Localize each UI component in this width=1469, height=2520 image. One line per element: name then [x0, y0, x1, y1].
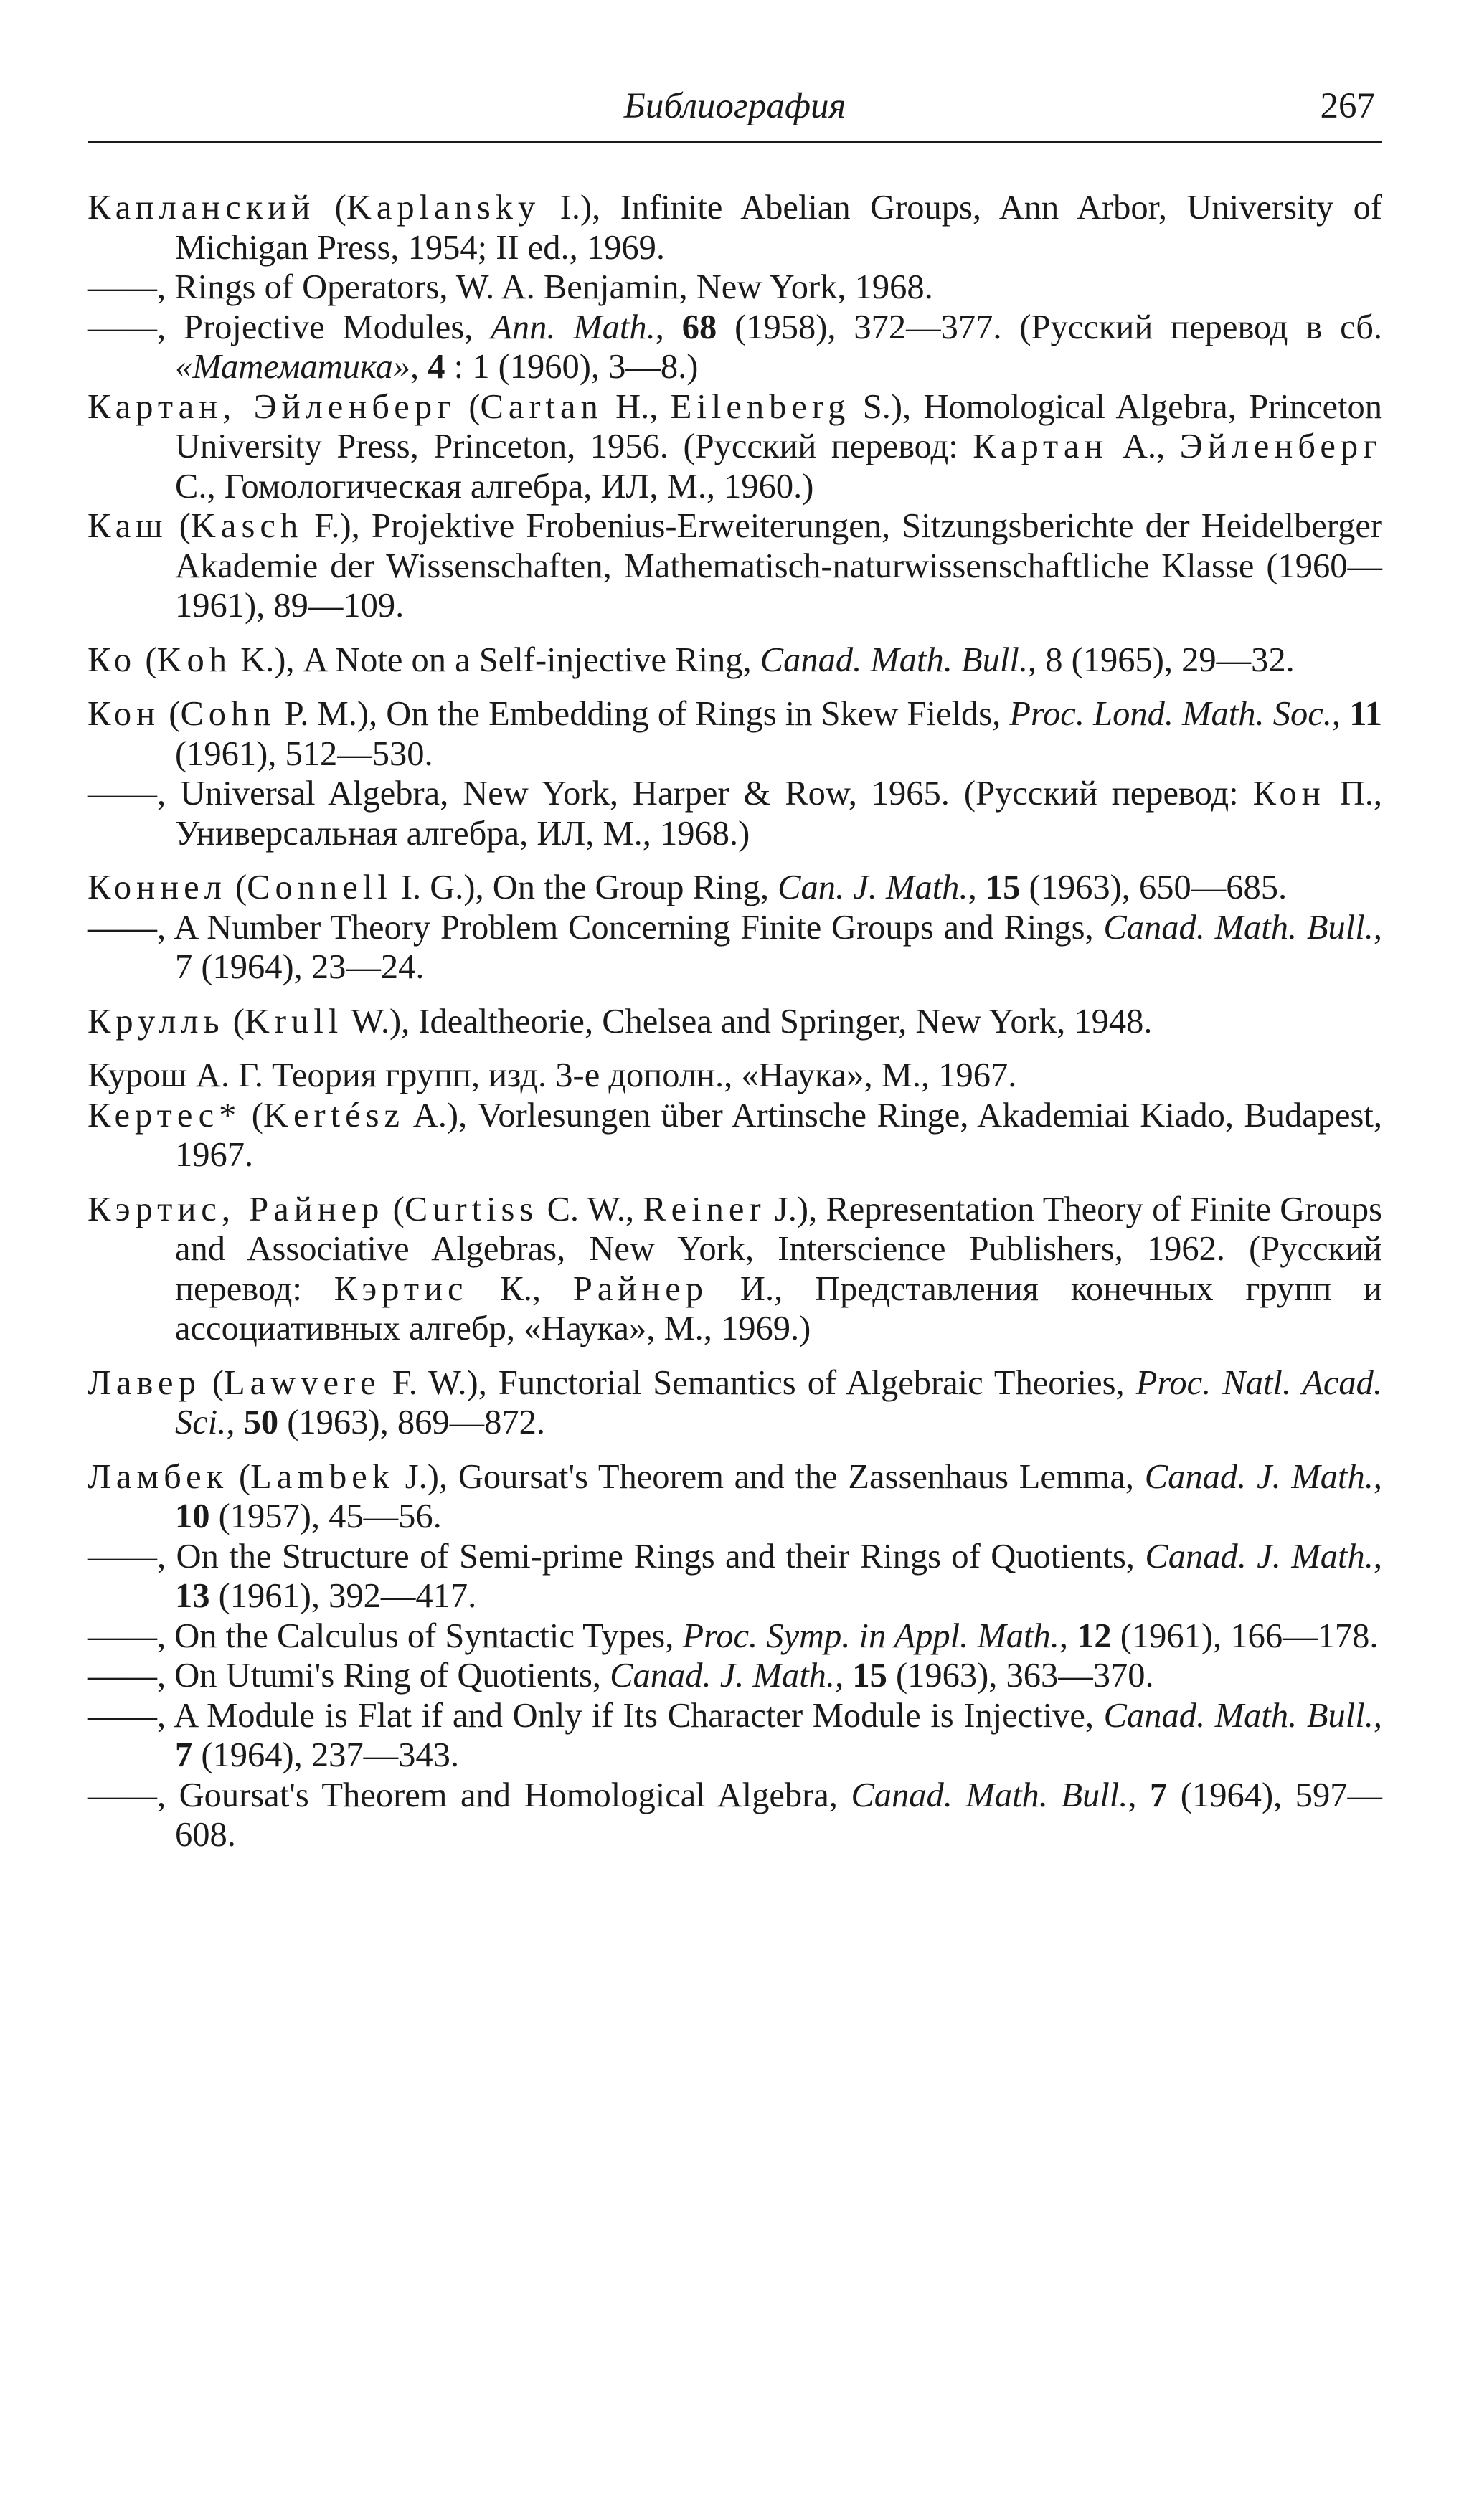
bibliography-entry: ——, On Utumi's Ring of Quotients, Canad. J. Math., 15 (1963), 363—370.	[88, 1657, 1154, 1695]
author-latin: Kaplansky	[346, 189, 541, 227]
journal-name: Can. J. Math.	[778, 868, 968, 906]
author-ru: Крулль	[88, 1002, 225, 1041]
author-ru: Капланский	[88, 189, 316, 227]
author-ru: Картан	[973, 427, 1108, 465]
bibliography-entry: Каш (Kasch F.), Projektive Frobenius-Erweiterungen, Sitzungsberichte der Heidelberger Akademie der Wissenschaften, Mathematisch-naturwissenschaftliche Klasse (1960—1961), 89—109.	[88, 507, 1382, 625]
bibliography-entry: ——, On the Calculus of Syntactic Types, Proc. Symp. in Appl. Math., 12 (1961), 166—178.	[88, 1616, 1379, 1655]
author-latin: Kertész	[263, 1096, 405, 1135]
author-ru: Эйленберг	[1179, 427, 1382, 465]
volume: 50	[243, 1403, 279, 1441]
bibliography-list	[88, 188, 1382, 1855]
header-rule	[88, 141, 1382, 143]
journal-name: «Математика»	[175, 348, 411, 386]
author-latin: Cohn	[180, 695, 276, 733]
volume: 11	[1349, 695, 1383, 733]
bibliography-entry: Кертес* (Kertész A.), Vorlesungen über Artinsche Ringe, Akademiai Kiado, Budapest, 1967.	[88, 1096, 1382, 1174]
bibliography-entry: ——, On the Structure of Semi-prime Rings and their Rings of Quotients, Canad. J. Math., 13 (1961), 392—417.	[88, 1537, 1382, 1615]
volume: 68	[681, 308, 717, 346]
author-latin: Lambek	[250, 1457, 395, 1496]
page-number: 267	[1320, 86, 1375, 126]
author-ru: Кэртис	[334, 1269, 468, 1308]
author-ru: Кон	[88, 695, 161, 733]
bibliography-entry: ——, Rings of Operators, W. A. Benjamin, New York, 1968.	[88, 268, 933, 306]
author-ru: Каш	[88, 507, 168, 545]
running-title: Библиография	[623, 86, 846, 126]
bibliography-entry: Кэртис, Райнер (Curtiss C. W., Reiner J.), Representation Theory of Finite Groups and Associative Algebras, New York, Interscience Publishers, 1962. (Русский перевод: Кэртис К., Райнер И., Представления конечных групп и ассоциативных алгебр, «Наука», М., 1969.)	[88, 1190, 1382, 1347]
journal-name: Proc. Symp. in Appl. Math.	[682, 1616, 1059, 1655]
bibliography-entry: ——, Projective Modules, Ann. Math., 68 (1958), 372—377. (Русский перевод в сб. «Математика», 4 : 1 (1960), 3—8.)	[88, 308, 1382, 386]
bibliography-entry: Кон (Cohn P. M.), On the Embedding of Rings in Skew Fields, Proc. Lond. Math. Soc., 11 (1961), 512—530.	[88, 695, 1383, 773]
volume: 13	[175, 1577, 210, 1615]
journal-name: Canad. J. Math.	[1144, 1457, 1374, 1496]
author-ru: Лавер	[88, 1363, 201, 1402]
bibliography-entry: Капланский (Kaplansky I.), Infinite Abelian Groups, Ann Arbor, University of Michigan Press, 1954; II ed., 1969.	[88, 189, 1383, 267]
bibliography-entry: ——, A Number Theory Problem Concerning Finite Groups and Rings, Canad. Math. Bull., 7 (1964), 23—24.	[88, 908, 1382, 986]
author-ru: Кэртис, Райнер	[88, 1190, 384, 1228]
bibliography-entry: Ламбек (Lambek J.), Goursat's Theorem and the Zassenhaus Lemma, Canad. J. Math., 10 (1957), 45—56.	[88, 1457, 1382, 1535]
author-ru: Кертес*	[88, 1096, 242, 1135]
author-latin: Cartan	[480, 387, 603, 426]
bibliography-entry: Картан, Эйленберг (Cartan H., Eilenberg S.), Homological Algebra, Princeton University Press, Princeton, 1956. (Русский перевод: Картан А., Эйленберг С., Гомологическая алгебра, ИЛ, М., 1960.)	[88, 387, 1382, 506]
author-latin: Eilenberg	[670, 387, 851, 426]
volume: 4	[428, 348, 445, 386]
author-latin: Kasch	[190, 507, 303, 545]
volume: 12	[1077, 1616, 1112, 1655]
journal-name: Canad. J. Math.	[1145, 1537, 1374, 1576]
volume: 15	[985, 868, 1021, 906]
journal-name: Canad. Math. Bull.	[1103, 908, 1374, 947]
bibliography-entry: ——, Universal Algebra, New York, Harper & Row, 1965. (Русский перевод: Кон П., Универсальная алгебра, ИЛ, М., 1968.)	[88, 775, 1382, 853]
author-latin: Krull	[244, 1002, 344, 1041]
author-ru: Райнер	[572, 1269, 709, 1308]
volume: 15	[852, 1657, 887, 1695]
journal-name: Canad. Math. Bull.	[851, 1776, 1128, 1814]
author-latin: Reiner	[643, 1190, 766, 1228]
author-latin: Lawvere	[224, 1363, 381, 1402]
journal-name: Canad. Math. Bull.	[760, 640, 1028, 679]
bibliography-entry: Коннел (Connell I. G.), On the Group Ring, Can. J. Math., 15 (1963), 650—685.	[88, 868, 1288, 906]
volume: 10	[175, 1497, 210, 1535]
author-ru: Ламбек	[88, 1457, 229, 1496]
bibliography-entry: ——, Goursat's Theorem and Homological Algebra, Canad. Math. Bull., 7 (1964), 597—608.	[88, 1776, 1382, 1854]
author-ru: Кон	[1252, 775, 1326, 813]
bibliography-entry: ——, A Module is Flat if and Only if Its Character Module is Injective, Canad. Math. Bull., 7 (1964), 237—343.	[88, 1696, 1382, 1774]
author-ru: Ко	[88, 640, 137, 679]
journal-name: Canad. Math. Bull.	[1103, 1696, 1374, 1735]
bibliography-entry: Курош А. Г. Теория групп, изд. 3-е дополн., «Наука», М., 1967.	[88, 1056, 1017, 1094]
author-ru: Картан, Эйленберг	[88, 387, 456, 426]
journal-name: Ann. Math.	[491, 308, 656, 346]
volume: 7	[175, 1736, 193, 1774]
journal-name: Canad. J. Math.	[610, 1657, 836, 1695]
bibliography-entry: Ко (Koh K.), A Note on a Self-injective Ring, Canad. Math. Bull., 8 (1965), 29—32.	[88, 640, 1295, 679]
author-latin: Curtiss	[404, 1190, 539, 1228]
bibliography-entry: Крулль (Krull W.), Idealtheorie, Chelsea and Springer, New York, 1948.	[88, 1002, 1153, 1041]
author-latin: Koh	[156, 640, 232, 679]
author-latin: Connell	[247, 868, 392, 906]
volume: 7	[1150, 1776, 1168, 1814]
author-ru: Коннел	[88, 868, 227, 906]
bibliography-entry: Лавер (Lawvere F. W.), Functorial Semantics of Algebraic Theories, Proc. Natl. Acad. Sci., 50 (1963), 869—872.	[88, 1363, 1382, 1441]
journal-name: Proc. Lond. Math. Soc.	[1009, 695, 1332, 733]
running-header	[88, 77, 1382, 142]
journal-name: Proc. Natl. Acad. Sci.	[175, 1363, 1382, 1441]
